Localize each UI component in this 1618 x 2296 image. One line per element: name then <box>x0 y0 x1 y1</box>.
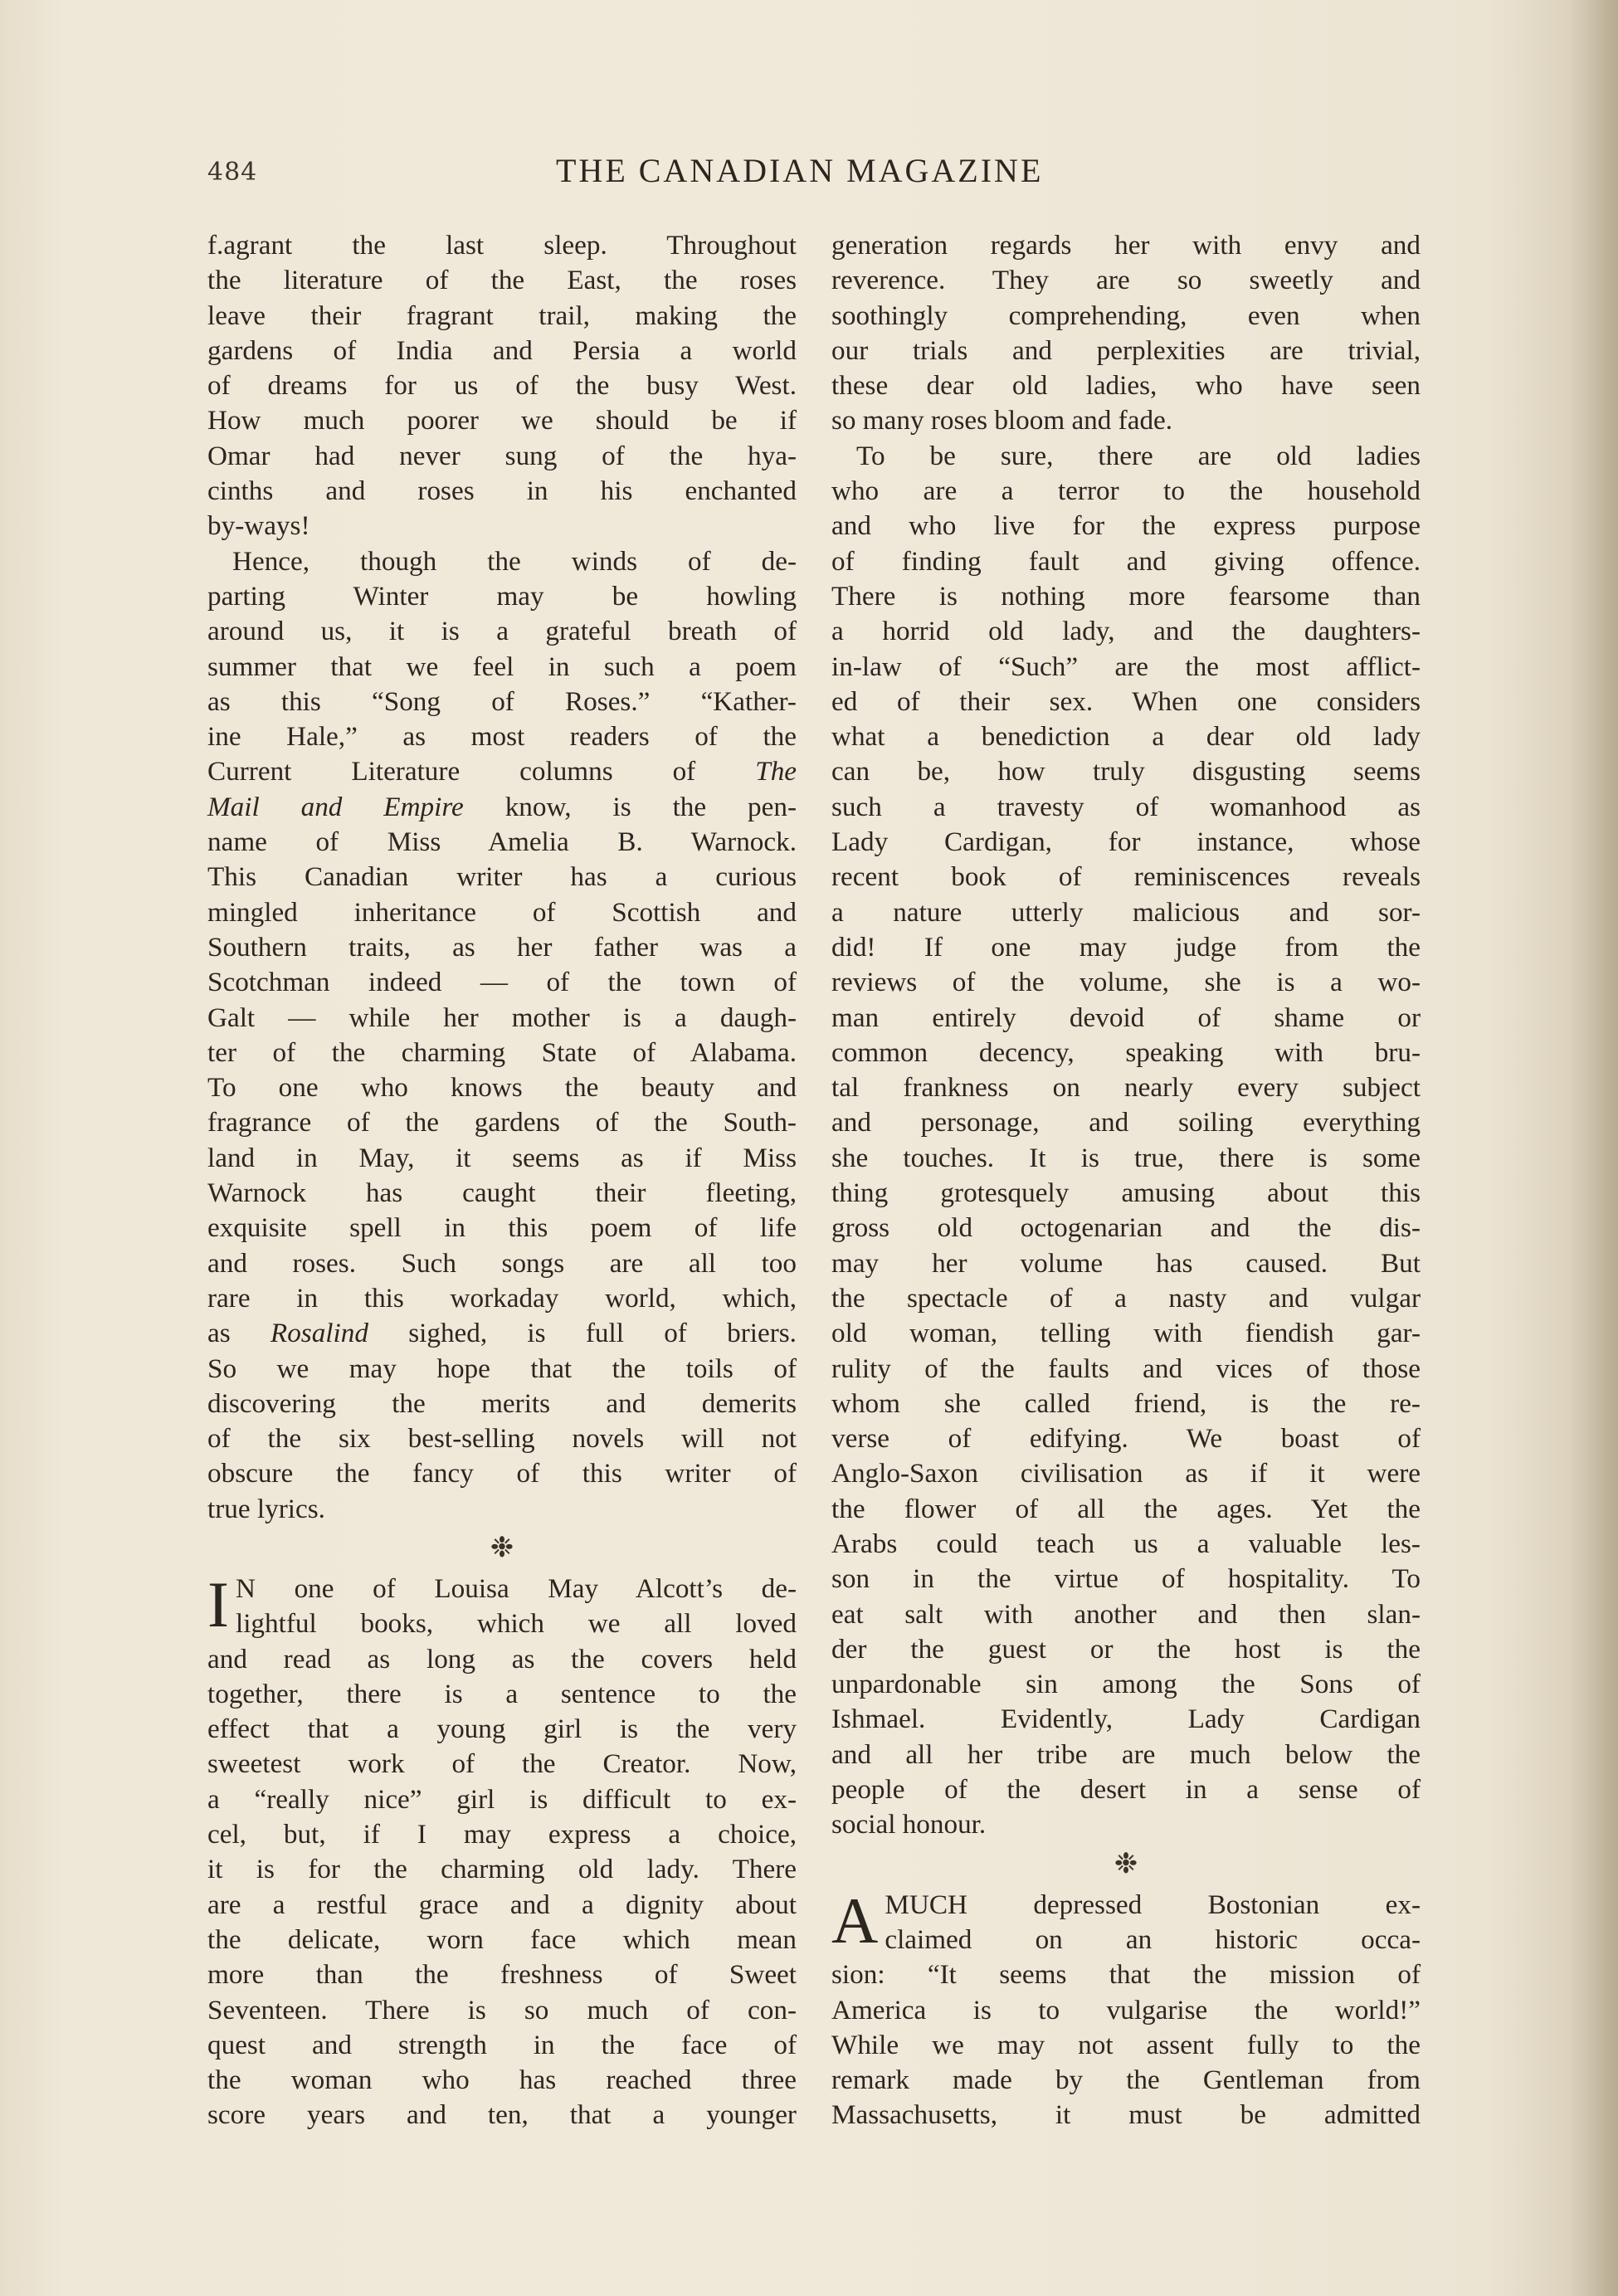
text-line: gardens of India and Persia a world <box>207 334 797 366</box>
running-head <box>207 148 1427 197</box>
text-line: So we may hope that the toils of <box>207 1353 797 1384</box>
text-line: ine Hale,” as most readers of the <box>207 721 797 753</box>
text-line: of finding fault and giving offence. <box>831 545 1421 577</box>
text-line: and roses. Such songs are all too <box>207 1247 797 1279</box>
text-line: fragrance of the gardens of the South- <box>207 1107 797 1138</box>
text-line: Arabs could teach us a valuable les- <box>831 1528 1421 1559</box>
text-line: exquisite spell in this poem of life <box>207 1212 797 1244</box>
magazine-title: THE CANADIAN MAGAZINE <box>556 152 1044 189</box>
text-line: man entirely devoid of shame or <box>831 1002 1421 1033</box>
text-line: social honour. <box>831 1809 987 1840</box>
section-ornament: ❉ <box>1114 1848 1138 1879</box>
text-line: the spectacle of a nasty and vulgar <box>831 1282 1421 1314</box>
text-line: she touches. It is true, there is some <box>831 1142 1421 1173</box>
text-line: Anglo-Saxon civilisation as if it were <box>831 1458 1421 1489</box>
text-line: Southern traits, as her father was a <box>207 931 797 963</box>
italic-title-word: The <box>755 756 797 787</box>
text-line: quest and strength in the face of <box>207 2029 797 2060</box>
text-line: land in May, it seems as if Miss <box>207 1142 797 1173</box>
section-ornament: ❉ <box>490 1532 514 1563</box>
text-line: our trials and perplexities are trivial, <box>831 334 1421 366</box>
text-line: eat salt with another and then slan- <box>831 1598 1421 1630</box>
text-line: lightful books, which we all loved <box>235 1608 797 1640</box>
drop-cap: I <box>207 1567 229 1640</box>
text-line: people of the desert in a sense of <box>831 1774 1421 1806</box>
text-line: the flower of all the ages. Yet the <box>831 1493 1421 1524</box>
text-line: old woman, telling with fiendish gar- <box>831 1318 1421 1349</box>
text-line: MUCH depressed Bostonian ex- <box>885 1889 1421 1920</box>
text-line: Warnock has caught their fleeting, <box>207 1177 797 1209</box>
text-line: America is to vulgarise the world!” <box>831 1994 1421 2025</box>
text-line <box>207 1316 797 1351</box>
text-line: generation regards her with envy and <box>831 230 1421 261</box>
text-line: these dear old ladies, who have seen <box>831 370 1421 402</box>
text-line: soothingly comprehending, even when <box>831 300 1421 331</box>
paragraph-generation <box>831 228 1421 439</box>
text-line: who are a terror to the household <box>831 475 1421 507</box>
text-line: the delicate, worn face which mean <box>207 1923 797 1955</box>
text-line: obscure the fancy of this writer of <box>207 1458 797 1489</box>
text-line: reviews of the volume, she is a wo- <box>831 967 1421 998</box>
text-line: cel, but, if I may express a choice, <box>207 1819 797 1850</box>
drop-cap: A <box>831 1884 879 1957</box>
text-line: can be, how truly disgusting seems <box>831 756 1421 787</box>
text-line: Hence, though the winds of de- <box>232 545 797 577</box>
text-line: reverence. They are so sweetly and <box>831 265 1421 296</box>
text-line: leave their fragrant trail, making the <box>207 300 797 331</box>
text-fragment: sighed, is full of briers. <box>368 1318 797 1349</box>
text-line <box>207 790 797 825</box>
text-line: the literature of the East, the roses <box>207 265 797 296</box>
text-line: such a travesty of womanhood as <box>831 791 1421 822</box>
text-line: around us, it is a grateful breath of <box>207 616 797 647</box>
text-line: tal frankness on nearly every subject <box>831 1072 1421 1104</box>
text-line: a nature utterly malicious and sor- <box>831 896 1421 928</box>
text-line: what a benediction a dear old lady <box>831 721 1421 753</box>
text-line: Scotchman indeed — of the town of <box>207 967 797 998</box>
text-line: common decency, speaking with bru- <box>831 1036 1421 1068</box>
paragraph-song-of-roses <box>207 544 797 1527</box>
text-line: gross old octogenarian and the dis- <box>831 1212 1421 1244</box>
text-line: parting Winter may be howling <box>207 580 797 612</box>
text-line: There is nothing more fearsome than <box>831 580 1421 612</box>
text-line: and who live for the express purpose <box>831 510 1421 542</box>
text-line: cinths and roses in his enchanted <box>207 475 797 507</box>
text-fragment: Current Literature columns of <box>207 756 696 787</box>
text-line: in-law of “Such” are the most afflict- <box>831 651 1421 682</box>
text-line: N one of Louisa May Alcott’s de- <box>235 1572 797 1604</box>
text-line: ter of the charming State of Alabama. <box>207 1036 797 1068</box>
text-line: whom she called friend, is the re- <box>831 1387 1421 1419</box>
text-line: ed of their sex. When one considers <box>831 685 1421 717</box>
text-line: more than the freshness of Sweet <box>207 1959 797 1991</box>
paragraph-lady-cardigan <box>831 439 1421 1843</box>
text-line: summer that we feel in such a poem <box>207 651 797 682</box>
text-line: as this “Song of Roses.” “Kather- <box>207 685 797 717</box>
text-line: der the guest or the host is the <box>831 1633 1421 1665</box>
text-line: may her volume has caused. But <box>831 1247 1421 1279</box>
text-line: and personage, and soiling everything <box>831 1107 1421 1138</box>
text-line: remark made by the Gentleman from <box>831 2064 1421 2096</box>
text-line: Galt — while her mother is a daugh- <box>207 1002 797 1033</box>
text-line: son in the virtue of hospitality. To <box>831 1563 1421 1595</box>
paragraph-roses-east <box>207 228 797 544</box>
page-number: 484 <box>207 158 258 187</box>
text-line: rulity of the faults and vices of those <box>831 1353 1421 1384</box>
text-line: it is for the charming old lady. There <box>207 1854 797 1885</box>
text-line: To be sure, there are old ladies <box>856 440 1421 471</box>
text-line: sion: “It seems that the mission of <box>831 1959 1421 1991</box>
text-line: of the six best-selling novels will not <box>207 1423 797 1455</box>
text-line: score years and ten, that a younger <box>207 2099 797 2131</box>
text-line: Omar had never sung of the hya- <box>207 440 797 471</box>
italic-newspaper-title: Mail and Empire <box>207 791 464 822</box>
text-line: a horrid old lady, and the daughters- <box>831 616 1421 647</box>
text-line: of dreams for us of the busy West. <box>207 370 797 402</box>
left-column <box>207 228 797 2133</box>
text-line: and read as long as the covers held <box>207 1643 797 1674</box>
text-line: mingled inheritance of Scottish and <box>207 896 797 928</box>
text-line: sweetest work of the Creator. Now, <box>207 1748 797 1780</box>
text-line: Seventeen. There is so much of con- <box>207 1994 797 2025</box>
text-line: name of Miss Amelia B. Warnock. <box>207 826 797 858</box>
text-line: rare in this workaday world, which, <box>207 1282 797 1314</box>
text-line: To one who knows the beauty and <box>207 1072 797 1104</box>
text-line: How much poorer we should be if <box>207 405 797 436</box>
paragraph-old-lady <box>207 1567 797 2133</box>
spine-shadow <box>1568 0 1618 2296</box>
text-line: Ishmael. Evidently, Lady Cardigan <box>831 1704 1421 1735</box>
text-line: thing grotesquely amusing about this <box>831 1177 1421 1209</box>
text-line: This Canadian writer has a curious <box>207 861 797 893</box>
text-fragment: know, is the pen- <box>463 791 797 822</box>
text-line: a “really nice” girl is difficult to ex- <box>207 1783 797 1815</box>
text-line: so many roses bloom and fade. <box>831 405 1173 436</box>
text-line: verse of edifying. We boast of <box>831 1423 1421 1455</box>
text-line: together, there is a sentence to the <box>207 1678 797 1709</box>
text-line: Massachusetts, it must be admitted <box>831 2099 1421 2131</box>
text-line: did! If one may judge from the <box>831 931 1421 963</box>
text-fragment: as <box>207 1318 270 1349</box>
text-line: and all her tribe are much below the <box>831 1738 1421 1770</box>
text-line: by-ways! <box>207 510 310 542</box>
text-line: the woman who has reached three <box>207 2064 797 2096</box>
right-column <box>831 228 1421 2133</box>
text-line: unpardonable sin among the Sons of <box>831 1669 1421 1700</box>
text-line: f.agrant the last sleep. Throughout <box>207 230 797 261</box>
text-line: discovering the merits and demerits <box>207 1387 797 1419</box>
text-line: claimed on an historic occa- <box>885 1923 1421 1955</box>
text-line: true lyrics. <box>207 1493 325 1524</box>
italic-rosalind: Rosalind <box>270 1318 368 1349</box>
text-line: Lady Cardigan, for instance, whose <box>831 826 1421 858</box>
text-line: While we may not assent fully to the <box>831 2029 1421 2060</box>
text-line <box>207 754 797 789</box>
text-line: are a restful grace and a dignity about <box>207 1889 797 1920</box>
text-line: recent book of reminiscences reveals <box>831 861 1421 893</box>
paragraph-bostonian <box>831 1884 1421 2133</box>
text-line: effect that a young girl is the very <box>207 1713 797 1745</box>
